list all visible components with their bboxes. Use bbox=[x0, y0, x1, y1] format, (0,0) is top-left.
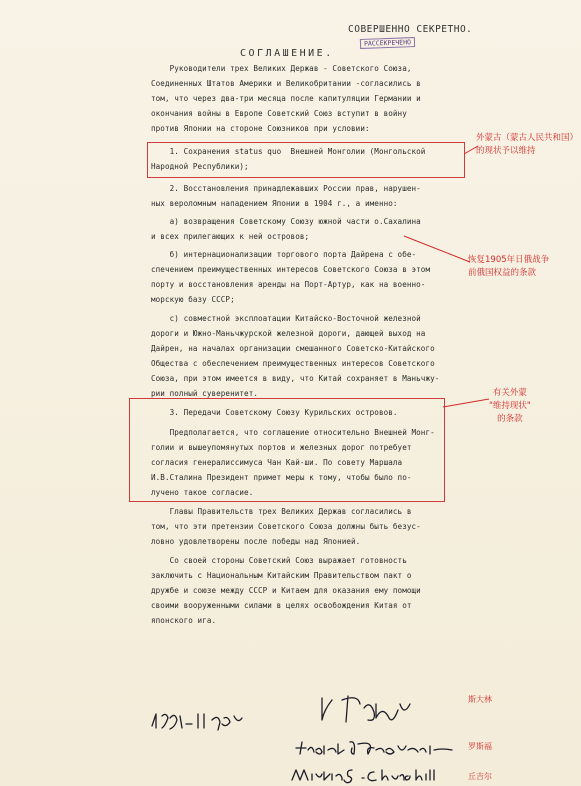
clause-2-line: 2. Восстановления принадлежавших России прав, нарушен- bbox=[151, 184, 421, 193]
consent-line: согласия генералиссимуса Чан Кай-ши. По совету Маршала bbox=[151, 458, 403, 467]
clause-2b-line: порту и восстановления аренды на Порт-Артур, как на военно- bbox=[151, 280, 426, 289]
body-line: Соединенных Штатов Америки и Великобритании -согласились в bbox=[151, 79, 421, 88]
highlight-box-mongolia bbox=[147, 142, 465, 178]
pact-line: заключить с Национальным Китайским Правительством пакт о bbox=[151, 571, 412, 580]
arrow-status-quo bbox=[441, 395, 491, 415]
consent-line: голии и вышеупомянутых портов и железных дорог потребует bbox=[151, 443, 412, 452]
clause-2b-line: спечением преимущественных интересов Советского Союза в этом bbox=[151, 265, 431, 274]
clause-2c-line: Дайрен, на началах организации смешанного Советско-Китайского bbox=[151, 344, 435, 353]
clause-2a-line: и всех прилегающих к ней островов; bbox=[151, 232, 310, 241]
clause-2c-line: Союза, при этом имеется в виду, что Китай сохраняет в Маньчжу- bbox=[151, 374, 440, 383]
annotation-status-quo: 有关外蒙 "维持现状" 的条款 bbox=[489, 388, 531, 424]
classification-label: СОВЕРШЕННО СЕКРЕТНО. bbox=[348, 24, 473, 35]
declassified-stamp: РАССЕКРЕЧЕНО bbox=[360, 37, 415, 49]
claims-line: ловно удовлетворены после победы над Японией. bbox=[151, 537, 361, 546]
signer-name-stalin: 斯大林 bbox=[468, 695, 492, 704]
document-title: СОГЛАШЕНИЕ. bbox=[240, 48, 334, 59]
consent-line: Предполагается, что соглашение относительно Внешней Монг- bbox=[151, 428, 435, 437]
pact-line: дружбе и союзе между СССР и Китаем для оказания ему помощи bbox=[151, 586, 421, 595]
highlight-box-mongolia-consent bbox=[129, 398, 445, 502]
annotation-1905-rights: 恢复1905年日俄战争 前俄国权益的条款 bbox=[468, 255, 550, 278]
pact-line: японского ига. bbox=[151, 616, 217, 625]
signer-name-churchill: 丘吉尔 bbox=[468, 772, 492, 781]
clause-2c-line: дороги и Южно-Маньчжурской железной дороги, дающей выход на bbox=[151, 329, 426, 338]
clause-3-line: 3. Передачи Советскому Союзу Курильских островов. bbox=[151, 408, 398, 417]
churchill-signature-image bbox=[288, 764, 438, 786]
pact-line: Со своей стороны Советский Союз выражает готовность bbox=[151, 556, 407, 565]
consent-line: И.В.Сталина Президент примет меры к тому, чтобы было по- bbox=[151, 473, 412, 482]
clause-2b-line: морскую базу СССР; bbox=[151, 295, 235, 304]
clause-2a-line: а) возвращения Советскому Союзу южной части о.Сахалина bbox=[151, 217, 421, 226]
clause-2-line: ных вероломным нападением Японии в 1904 г., а именно: bbox=[151, 199, 398, 208]
stalin-signature-image bbox=[318, 690, 418, 730]
clause-1-line: 1. Сохранения status quo Внешней Монголии (Монгольской bbox=[151, 147, 426, 156]
date-signature-image bbox=[148, 706, 248, 736]
clause-2c-line: Общества с обеспечением преимущественных интересов Советского bbox=[151, 359, 435, 368]
body-line: Руководители трех Великих Держав - Советского Союза, bbox=[151, 64, 412, 73]
clause-2c-line: с) совместной эксплоатации Китайско-Восточной железной bbox=[151, 314, 421, 323]
body-line: том, что через два-три месяца после капитуляции Германии и bbox=[151, 94, 421, 103]
consent-line: лучено такое согласие. bbox=[151, 488, 254, 497]
body-line: против Японии на стороне Союзников при условии: bbox=[151, 124, 370, 133]
annotation-mongolia: 外蒙古（蒙古人民共和国） 的现状予以维持 bbox=[476, 133, 579, 156]
clause-1-line: Народной Республики); bbox=[151, 162, 249, 171]
arrow-1905-rights bbox=[400, 232, 472, 272]
roosevelt-signature-image bbox=[292, 736, 462, 760]
clause-2c-line: рии полный суверенитет. bbox=[151, 389, 258, 398]
claims-line: Главы Правительств трех Великих Держав согласились в bbox=[151, 507, 412, 516]
arrow-mongolia bbox=[462, 140, 482, 156]
signer-name-roosevelt: 罗斯福 bbox=[468, 742, 492, 751]
body-line: окончания войны в Европе Советский Союз вступит в войну bbox=[151, 109, 407, 118]
claims-line: том, что эти претензии Советского Союза должны быть безус- bbox=[151, 522, 421, 531]
clause-2b-line: б) интернационализации торгового порта Дайрена с обе- bbox=[151, 250, 417, 259]
pact-line: своими вооруженными силами в целях освобождения Китая от bbox=[151, 601, 412, 610]
